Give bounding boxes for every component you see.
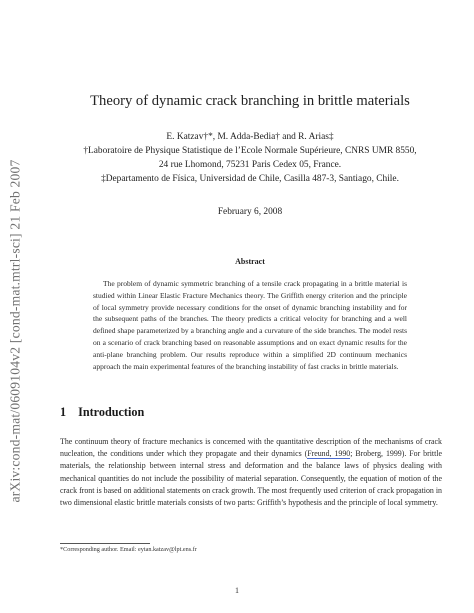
citation-link[interactable]: Freund, 1990	[307, 449, 351, 459]
affiliation-line: 24 rue Lhomond, 75231 Paris Cedex 05, France.	[158, 160, 342, 170]
paper-date: February 6, 2008	[217, 207, 283, 217]
footnote: *Corresponding author. Email: eytan.katzav@lpt.ens.fr	[60, 546, 197, 553]
affiliation-line: †Laboratoire de Physique Statistique de l’Ecole Normale Supérieure, CNRS UMR 8550,	[83, 146, 417, 156]
abstract-text: The problem of dynamic symmetric branching of a tensile crack propagating in a brittle material is studied within Linear Elastic Fracture Mechanics theory. The Griffith energy criterion and the principle of local symmetry provide necessary conditions for the onset of dynamic branching instability and for the subsequent paths of the branches. The theory predicts a critical velocity for branching and a well defined shape parameterized by a branching angle and a curvature of the side branches. The model rests on a scenario of crack branching based on reasonable assumptions and on exact dynamic results for the anti-plane branching problem. Our results reproduce within a simplified 2D continuum mechanics approach the main experimental features of the branching instability of fast cracks in brittle materials.	[93, 279, 407, 371]
arxiv-side-identifier	[4, 96, 28, 566]
footnote-divider	[60, 543, 150, 544]
section-title: Introduction	[78, 405, 145, 419]
section-heading	[60, 405, 144, 420]
page-number: 1	[235, 586, 239, 595]
arxiv-id-text: arXiv:cond-mat/0609104v2 [cond-mat.mtrl-sci] 21 Feb 2007	[8, 159, 24, 503]
author-names: E. Katzav†*, M. Adda-Bedia† and R. Arias‡	[166, 132, 334, 142]
affiliation-line: ‡Departamento de Física, Universidad de Chile, Casilla 487-3, Santiago, Chile.	[101, 174, 399, 184]
intro-text: ; Broberg, 1999). For brittle materials, the relationship between internal stress and deformation and the balance laws of physics dealing with mechanical quantities do not include the possibility of material separation. Consequently, the equation of motion of the crack front is based on additional statements on crack growth. The most frequently used criterion of crack propagation in two dimensional elastic brittle materials consists of two parts: Griffith’s hypothesis and the principle of local symmetry.	[60, 449, 442, 508]
abstract-heading: Abstract	[235, 257, 265, 266]
intro-text: The continuum theory of fracture mechanics is concerned with the quantitative description of the mechanisms of crack nucleation, the conditions under which they propagate and their dynamics (	[60, 437, 442, 459]
introduction-paragraph	[60, 436, 442, 509]
section-number: 1	[60, 405, 67, 419]
author-block	[40, 130, 460, 186]
paper-title: Theory of dynamic crack branching in brittle materials	[90, 93, 410, 109]
